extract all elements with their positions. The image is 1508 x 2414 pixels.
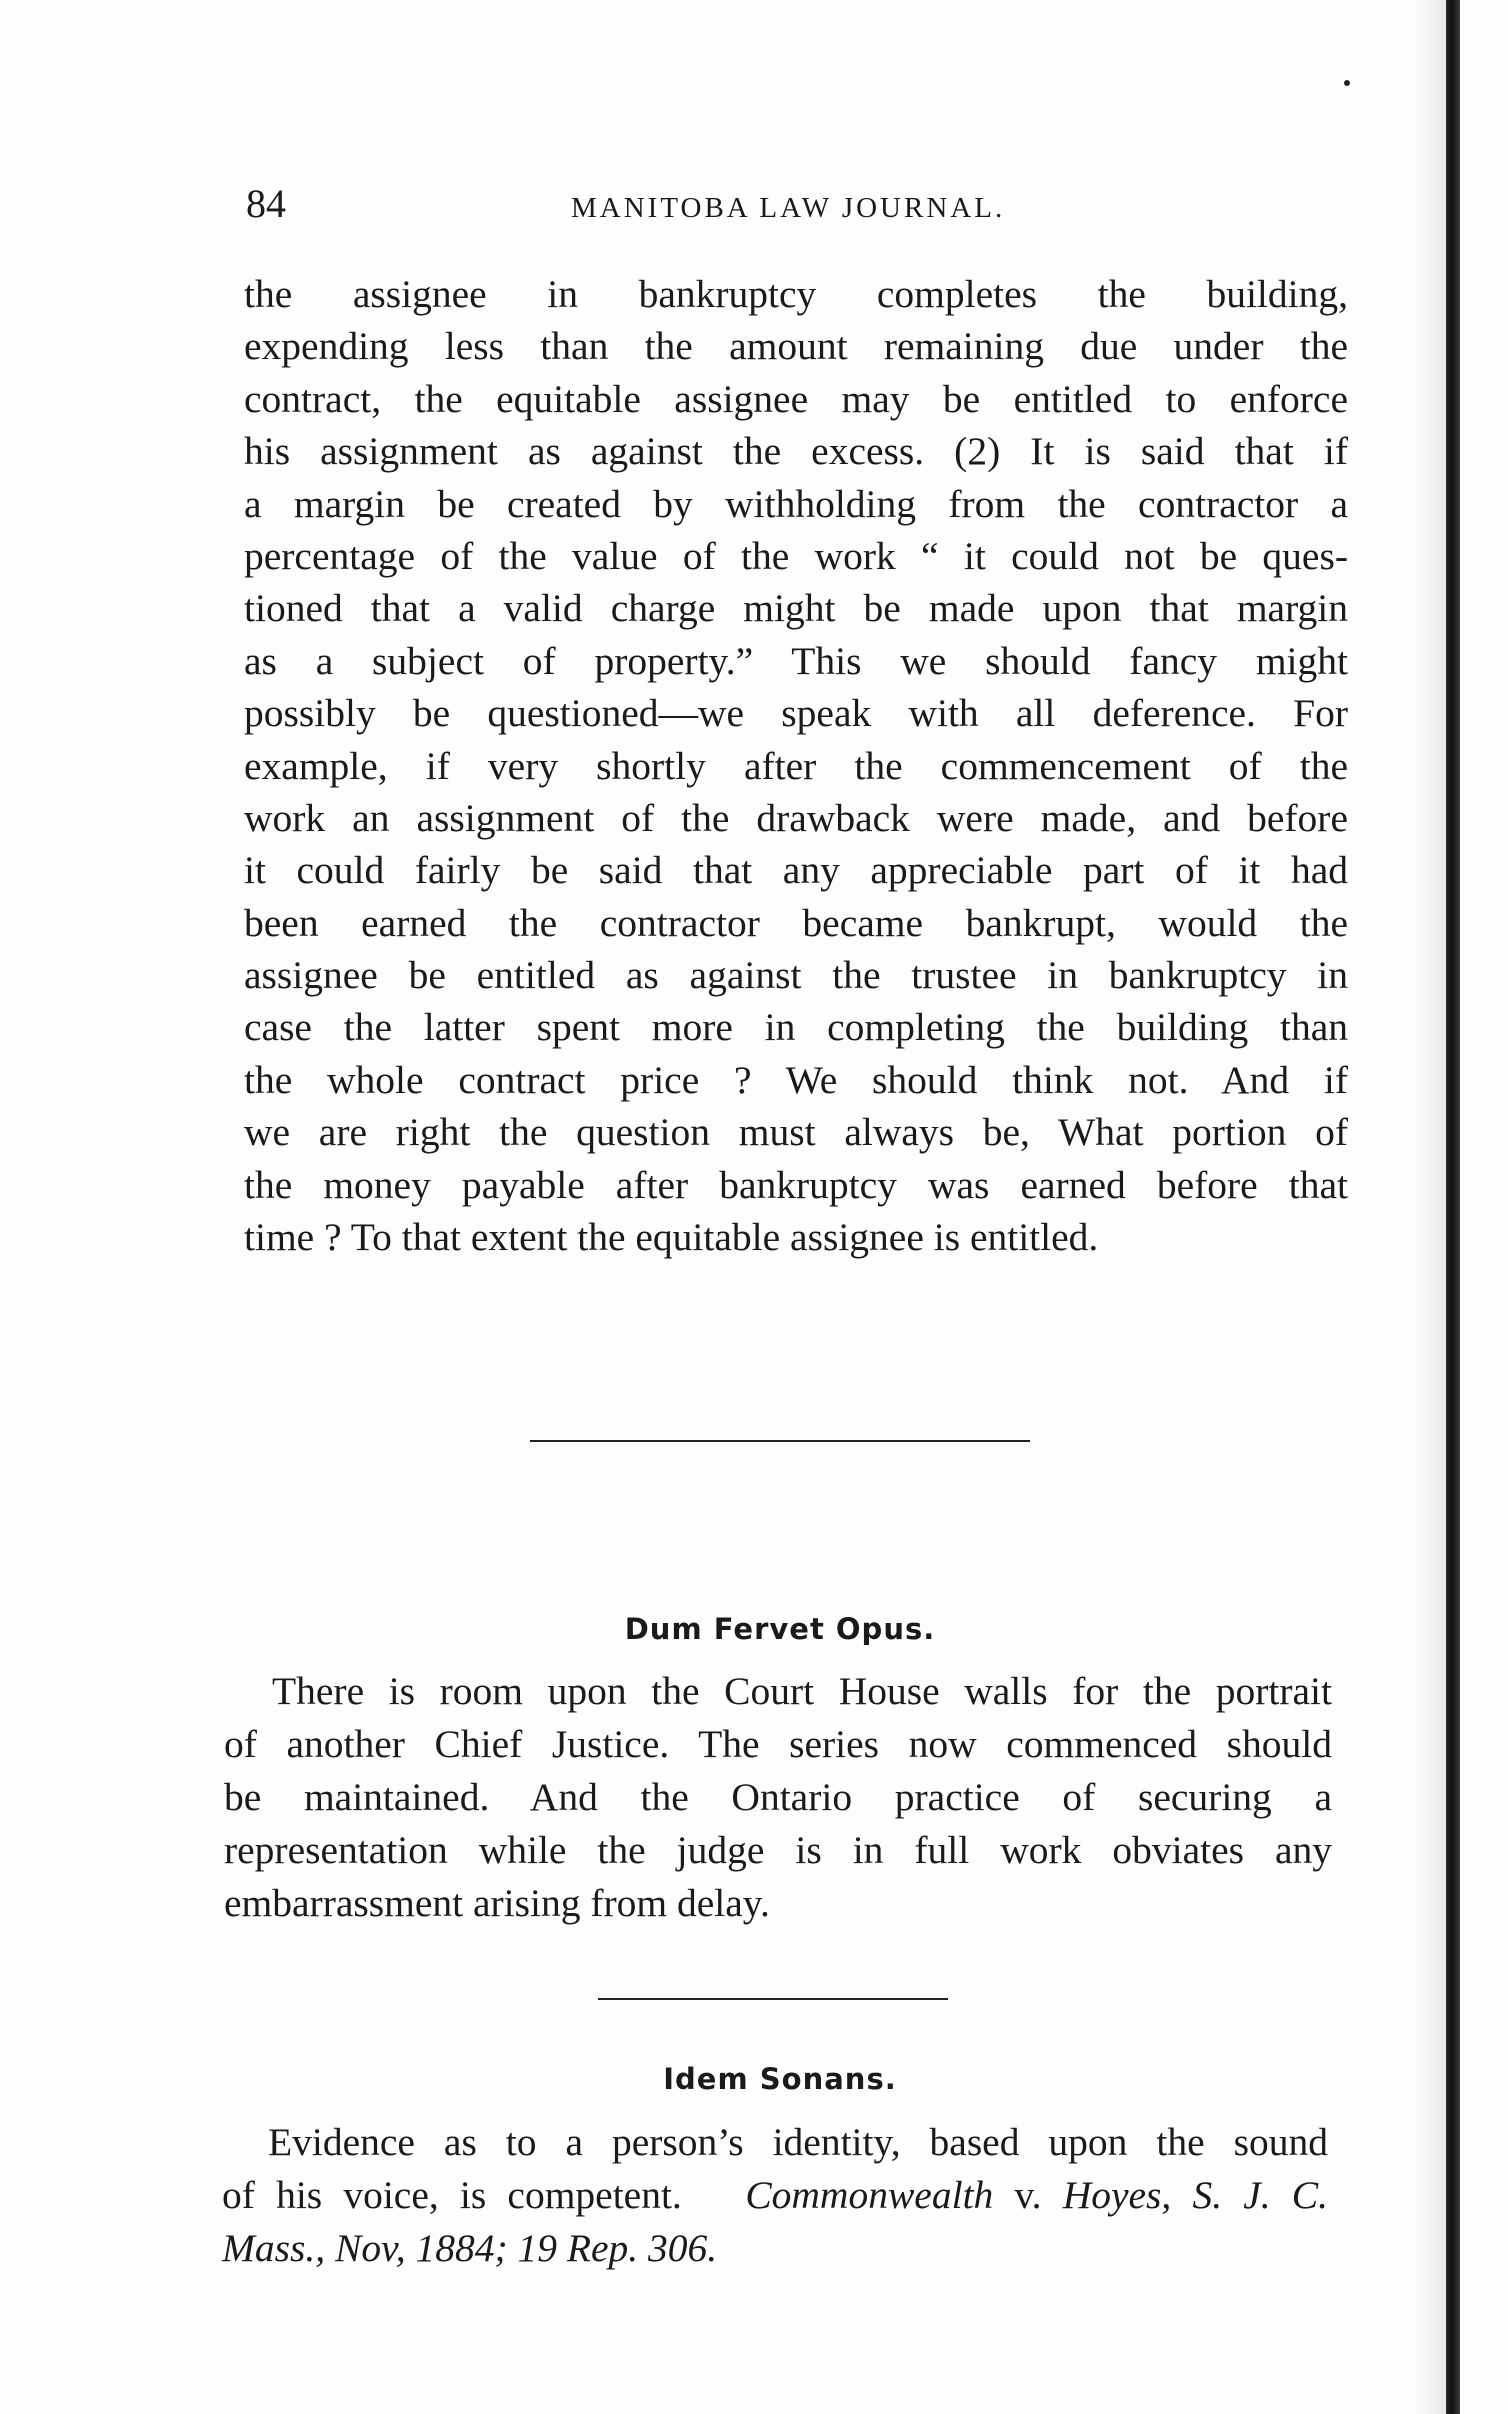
main-article-text bbox=[244, 268, 1348, 1263]
case-party: Hoyes, S. J. C. bbox=[1062, 2173, 1329, 2217]
text-line: possibly be questioned—we speak with all deference. For bbox=[244, 691, 1348, 736]
running-head bbox=[246, 180, 1346, 240]
text-fragment: of his voice, is competent. bbox=[222, 2173, 682, 2217]
text-line: his assignment as against the excess. (2) It is said that if bbox=[244, 429, 1348, 474]
case-name: Commonwealth bbox=[745, 2173, 994, 2217]
text-line: time ? To that extent the equitable assignee is entitled. bbox=[244, 1215, 1099, 1260]
text-line: the money payable after bankruptcy was earned before that bbox=[244, 1162, 1348, 1207]
text-line: There is room upon the Court House walls for the portrait bbox=[272, 1669, 1332, 1713]
text-line: be maintained. And the Ontario practice of securing a bbox=[224, 1775, 1332, 1819]
text-line: tioned that a valid charge might be made upon that margin bbox=[244, 586, 1348, 631]
text-line: work an assignment of the drawback were made, and before bbox=[244, 795, 1348, 840]
text-line: it could fairly be said that any appreciable part of it had bbox=[244, 848, 1348, 893]
section-heading-dum-fervet: Dum Fervet Opus. bbox=[624, 1612, 936, 1646]
versus: v. bbox=[1014, 2173, 1042, 2217]
section-idem-sonans-text bbox=[222, 2116, 1328, 2275]
text-line: the assignee in bankruptcy completes the building, bbox=[244, 272, 1348, 316]
text-line: the whole contract price ? We should think not. And if bbox=[244, 1057, 1348, 1102]
section-divider bbox=[530, 1440, 1030, 1442]
text-line: example, if very shortly after the commencement of the bbox=[244, 743, 1348, 788]
text-line: percentage of the value of the work “ it could not be ques- bbox=[244, 533, 1348, 578]
text-line: assignee be entitled as against the trustee in bankruptcy in bbox=[244, 953, 1348, 998]
text-line: Evidence as to a person’s identity, based upon the sound bbox=[268, 2120, 1328, 2164]
text-line: we are right the question must always be, What portion of bbox=[244, 1110, 1348, 1155]
citation-reference: Mass., Nov, 1884; 19 Rep. 306. bbox=[222, 2226, 718, 2270]
journal-title: MANITOBA LAW JOURNAL. bbox=[571, 192, 1006, 224]
scan-speck bbox=[1344, 80, 1350, 86]
text-line bbox=[222, 2222, 1328, 2275]
text-line: case the latter spent more in completing the building than bbox=[244, 1005, 1348, 1050]
binding-shadow bbox=[1412, 0, 1446, 2414]
section-divider bbox=[598, 1998, 948, 2000]
text-line: contract, the equitable assignee may be entitled to enforce bbox=[244, 376, 1348, 421]
page-number: 84 bbox=[246, 181, 286, 226]
text-line bbox=[222, 2169, 1328, 2222]
binding-edge bbox=[1446, 0, 1460, 2414]
text-line: of another Chief Justice. The series now commenced should bbox=[224, 1722, 1332, 1766]
section-dum-fervet-text bbox=[224, 1665, 1332, 1930]
text-line: representation while the judge is in full work obviates any bbox=[224, 1828, 1332, 1872]
text-line: been earned the contractor became bankrupt, would the bbox=[244, 900, 1348, 945]
text-line: expending less than the amount remaining due under the bbox=[244, 324, 1348, 369]
text-line: a margin be created by withholding from the contractor a bbox=[244, 481, 1348, 526]
text-line: as a subject of property.” This we should fancy might bbox=[244, 638, 1348, 683]
text-line: embarrassment arising from delay. bbox=[224, 1881, 770, 1925]
section-heading-idem-sonans: Idem Sonans. bbox=[663, 2062, 897, 2096]
